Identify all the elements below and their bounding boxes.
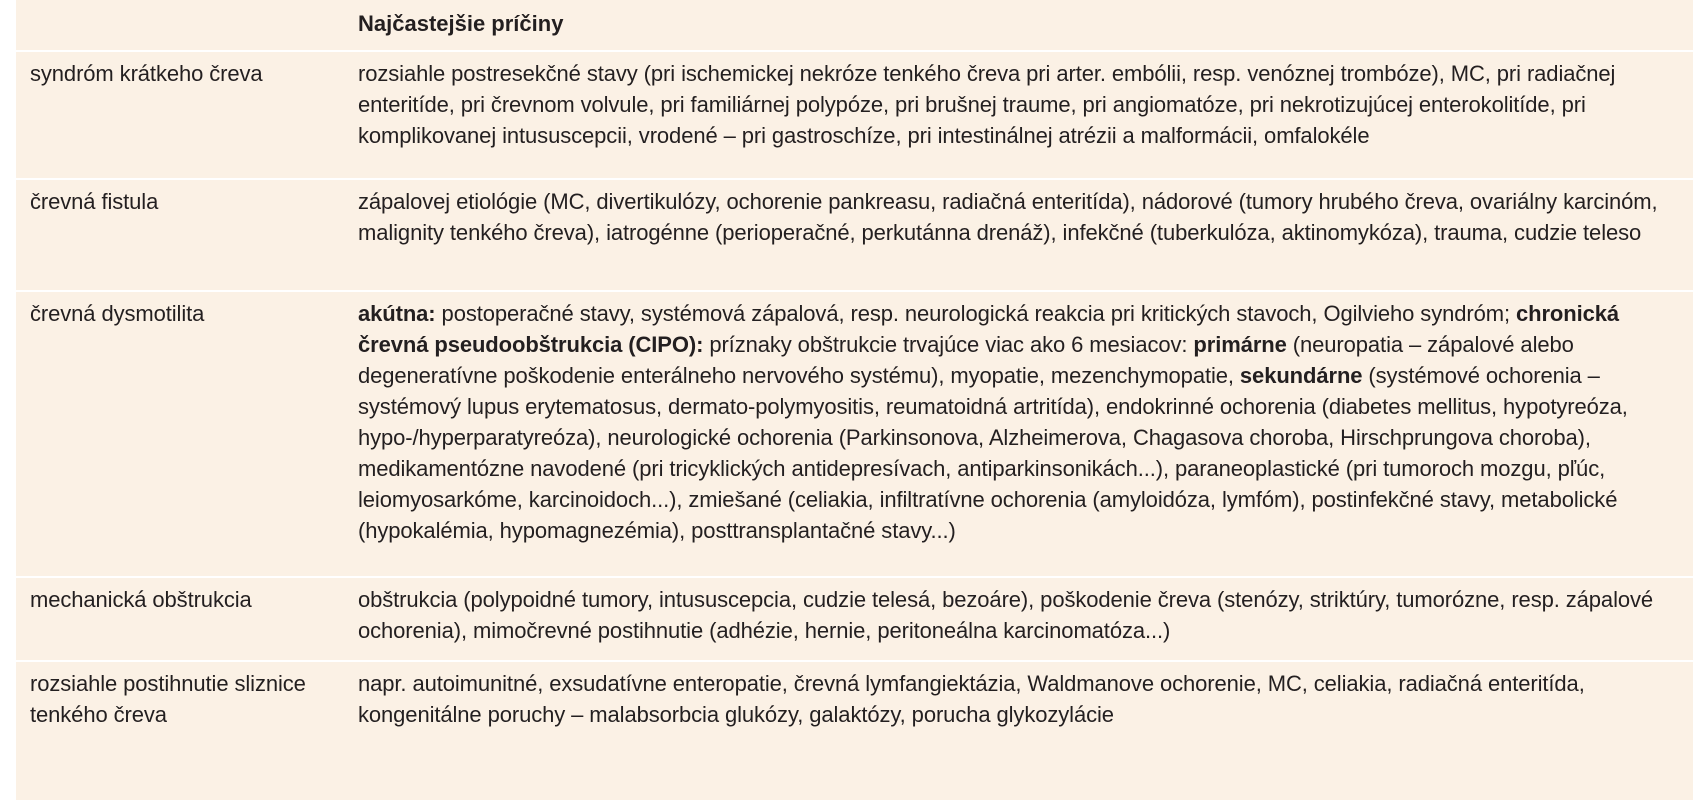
row-label: črevná dysmotilita bbox=[30, 301, 205, 326]
row-label: rozsiahle postihnutie sliznice tenkého čreva bbox=[30, 671, 306, 727]
table-row bbox=[16, 292, 1693, 578]
table-row bbox=[16, 662, 1693, 744]
table-header-row bbox=[16, 0, 1693, 52]
bold-segment: primárne bbox=[1193, 332, 1287, 357]
bold-segment: chronická črevná pseudoobštrukcia (CIPO): bbox=[358, 301, 1620, 357]
bold-segment: akútna: bbox=[358, 301, 436, 326]
row-causes: napr. autoimunitné, exsudatívne enteropatie, črevná lymfangiektázia, Waldmanove ochorenie, MC, celiakia, radiačná enteritída, kongenitálne poruchy – malabsorbcia glukózy, galaktózy, porucha glykozylácie bbox=[358, 671, 1585, 727]
row-label: syndróm krátkeho čreva bbox=[30, 61, 263, 86]
table-row bbox=[16, 52, 1693, 180]
header-col1 bbox=[16, 0, 358, 50]
row-causes: zápalovej etiológie (MC, divertikulózy, ochorenie pankreasu, radiačná enteritída), nádorové (tumory hrubého čreva, ovariálny karcinóm, malignity tenkého čreva), iatrogénne (perioperačné, perkutánna drenáž), infekčné (tuberkulóza, aktinomykóza), trauma, cudzie teleso bbox=[358, 189, 1658, 245]
table-row bbox=[16, 578, 1693, 662]
bold-segment: sekundárne bbox=[1239, 363, 1363, 388]
table-row bbox=[16, 180, 1693, 292]
text-segment: príznaky obštrukcie trvajúce viac ako 6 mesiacov: bbox=[703, 332, 1194, 357]
text-segment: (neuropatia – zápalové alebo degeneratívne poškodenie enterálneho nervového systému), myopatie, mezenchymopatie, bbox=[358, 332, 1574, 388]
row-label: črevná fistula bbox=[30, 189, 159, 214]
row-label: mechanická obštrukcia bbox=[30, 587, 252, 612]
row-causes: obštrukcia (polypoidné tumory, intususcepcia, cudzie telesá, bezoáre), poškodenie čreva (stenózy, striktúry, tumorózne, resp. zápalové ochorenia), mimočrevné postihnutie (adhézie, hernie, peritoneálna karcinomatóza...) bbox=[358, 587, 1654, 643]
text-segment: (systémové ochorenia – systémový lupus erytematosus, dermato-polymyositis, reumatoidná artritída), endokrinné ochorenia (diabetes mellitus, hypotyreóza, hypo-/hyperparatyreóza), neurologické ochorenia (Parkinsonova, Alzheimerova, Chagasova choroba, Hirschprungova choroba), medikamentózne navodené (pri tricyklických antidepresívach, antiparkinsonikách...), paraneoplastické (pri tumoroch mozgu, pľúc, leiomyosarkóme, karcinoidoch...), zmiešané (celiakia, infiltratívne ochorenia (amyloidóza, lymfóm), postinfekčné stavy, metabolické (hypokalémia, hypomagnezémia), posttransplantačné stavy...) bbox=[358, 363, 1628, 543]
causes-table bbox=[16, 0, 1693, 800]
header-col2: Najčastejšie príčiny bbox=[358, 11, 564, 36]
row-causes bbox=[358, 298, 1693, 569]
text-segment: postoperačné stavy, systémová zápalová, resp. neurologická reakcia pri kritických stavoch, Ogilvieho syndróm; bbox=[435, 301, 1516, 326]
row-causes: rozsiahle postresekčné stavy (pri ischemickej nekróze tenkého čreva pri arter. embólii, resp. venóznej trombóze), MC, pri radiačnej enteritíde, pri črevnom volvule, pri familiárnej polypóze, pri brušnej traume, pri angiomatóze, pri nekrotizujúcej enterokolitíde, pri komplikovanej intususcepcii, vrodené – pri gastroschíze, pri intestinálnej atrézii a malformácii, omfalokéle bbox=[358, 61, 1616, 148]
